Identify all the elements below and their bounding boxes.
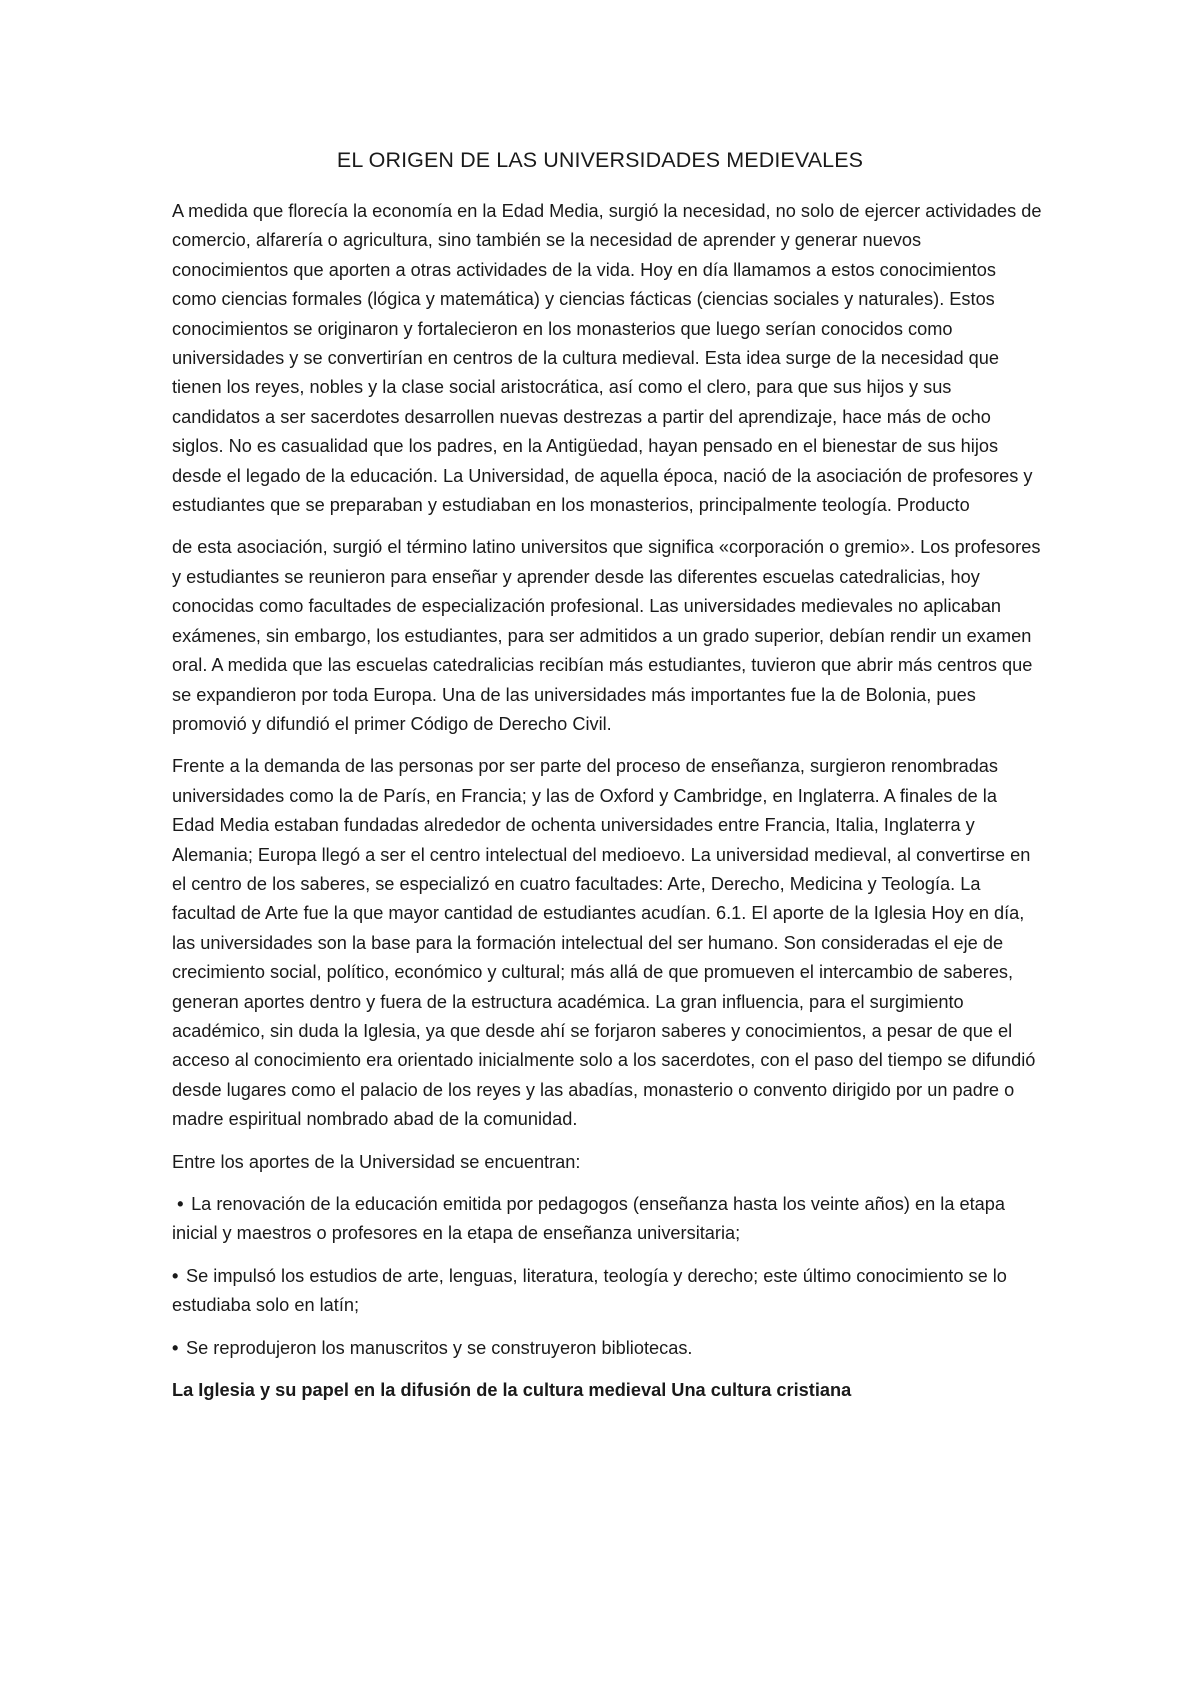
list-item	[172, 1334, 1042, 1363]
list-item-text: Se reprodujeron los manuscritos y se construyeron bibliotecas.	[186, 1337, 693, 1358]
list-item-text: La renovación de la educación emitida por pedagogos (enseñanza hasta los veinte años) en la etapa inicial y maestros o profesores en la etapa de enseñanza universitaria;	[172, 1194, 1006, 1244]
paragraph-association: de esta asociación, surgió el término latino universitos que significa «corporación o gremio». Los profesores y estudiantes se reunieron para enseñar y aprender desde las diferentes escuelas catedralicias, hoy conocidas como facultades de especialización profesional. Las universidades medievales no aplicaban exámenes, sin embargo, los estudiantes, para ser admitidos a un grado superior, debían rendir un examen oral. A medida que las escuelas catedralicias recibían más estudiantes, tuvieron que abrir más centros que se expandieron por toda Europa. Una de las universidades más importantes fue la de Bolonia, pues promovió y difundió el primer Código de Derecho Civil.	[172, 537, 1041, 734]
paragraph-origin: A medida que florecía la economía en la Edad Media, surgió la necesidad, no solo de ejercer actividades de comercio, alfarería o agricultura, sino también se la necesidad de aprender y generar nuevos conocimientos que aporten a otras actividades de la vida. Hoy en día llamamos a estos conocimientos como ciencias formales (lógica y matemática) y ciencias fácticas (ciencias sociales y naturales). Estos conocimientos se originaron y fortalecieron en los monasterios que luego serían conocidos como universidades y se convertirían en centros de la cultura medieval. Esta idea surge de la necesidad que tienen los reyes, nobles y la clase social aristocrática, así como el clero, para que sus hijos y sus candidatos a ser sacerdotes desarrollen nuevas destrezas a partir del aprendizaje, hace más de ocho siglos. No es casualidad que los padres, en la Antigüedad, hayan pensado en el bienestar de sus hijos desde el legado de la educación. La Universidad, de aquella época, nació de la asociación de profesores y estudiantes que se preparaban y estudiaban en los monasterios, principalmente teología. Producto	[172, 201, 1042, 516]
bullet-icon: •	[172, 1265, 179, 1286]
bullet-icon: •	[177, 1194, 184, 1214]
list-item	[172, 1262, 1042, 1321]
document-body	[172, 197, 1042, 1405]
list-item	[172, 1190, 1042, 1249]
section-heading: La Iglesia y su papel en la difusión de la cultura medieval Una cultura cristiana	[172, 1380, 852, 1401]
paragraph-contributions-intro: Entre los aportes de la Universidad se encuentran:	[172, 1151, 581, 1172]
list-item-text: Se impulsó los estudios de arte, lenguas, literatura, teología y derecho; este último conocimiento se lo estudiaba solo en latín;	[172, 1265, 1007, 1316]
document-title: EL ORIGEN DE LAS UNIVERSIDADES MEDIEVALES	[336, 148, 864, 172]
paragraph-renowned-universities: Frente a la demanda de las personas por ser parte del proceso de enseñanza, surgieron renombradas universidades como la de París, en Francia; y las de Oxford y Cambridge, en Inglaterra. A finales de la Edad Media estaban fundadas alrededor de ochenta universidades entre Francia, Italia, Inglaterra y Alemania; Europa llegó a ser el centro intelectual del medioevo. La universidad medieval, al convertirse en el centro de los saberes, se especializó en cuatro facultades: Arte, Derecho, Medicina y Teología. La facultad de Arte fue la que mayor cantidad de estudiantes acudían. 6.1. El aporte de la Iglesia Hoy en día, las universidades son la base para la formación intelectual del ser humano. Son consideradas el eje de crecimiento social, político, económico y cultural; más allá de que promueven el intercambio de saberes, generan aportes dentro y fuera de la estructura académica. La gran influencia, para el surgimiento académico, sin duda la Iglesia, ya que desde ahí se forjaron saberes y conocimientos, a pesar de que el acceso al conocimiento era orientado inicialmente solo a los sacerdotes, con el paso del tiempo se difundió desde lugares como el palacio de los reyes y las abadías, monasterio o convento dirigido por un padre o madre espiritual nombrado abad de la comunidad.	[172, 756, 1036, 1130]
bullet-icon: •	[172, 1337, 179, 1358]
